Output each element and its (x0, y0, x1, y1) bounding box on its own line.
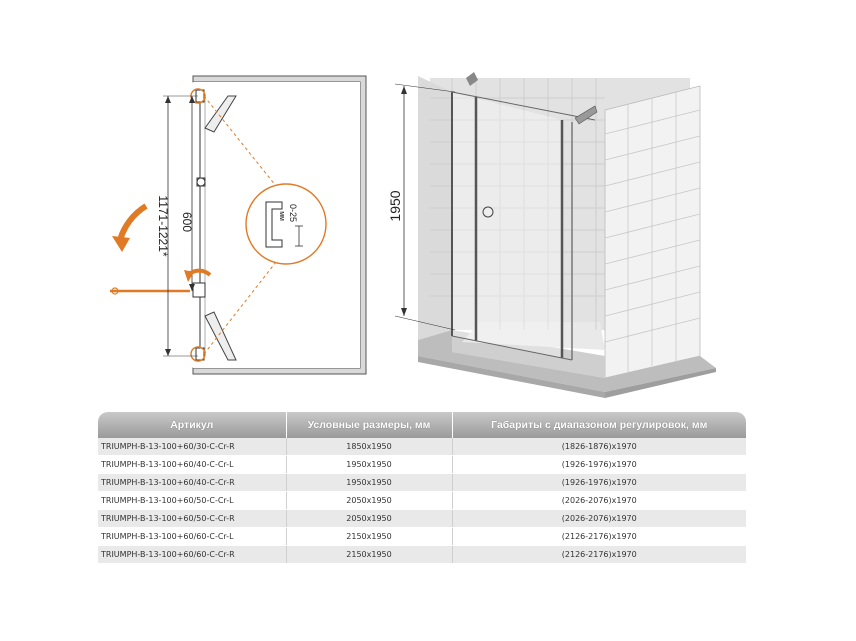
table-row (98, 474, 746, 492)
range-cell: (1926-1976)x1970 (452, 474, 746, 492)
table-row (98, 510, 746, 528)
enclosure-3d (387, 72, 716, 398)
size-cell: 1950x1950 (286, 456, 452, 474)
size-cell: 1950x1950 (286, 474, 452, 492)
size-cell: 2050x1950 (286, 510, 452, 528)
article-cell: TRIUMPH-B-13-100+60/50-C-Cr-L (98, 492, 286, 510)
range-cell: (2126-2176)x1970 (452, 546, 746, 564)
range-cell: (2026-2076)x1970 (452, 510, 746, 528)
table-row (98, 528, 746, 546)
plan-drawing (110, 76, 366, 374)
size-cell: 2050x1950 (286, 492, 452, 510)
header-article: Артикул (98, 412, 286, 438)
middle-knob-icon (197, 178, 205, 186)
detail-unit-label: мм (278, 211, 285, 221)
article-cell: TRIUMPH-B-13-100+60/60-C-Cr-L (98, 528, 286, 546)
detail-range-label: 0-25 (288, 203, 298, 223)
table-row (98, 546, 746, 564)
article-cell: TRIUMPH-B-13-100+60/40-C-Cr-L (98, 456, 286, 474)
article-cell: TRIUMPH-B-13-100+60/30-C-Cr-R (98, 438, 286, 456)
article-cell: TRIUMPH-B-13-100+60/50-C-Cr-R (98, 510, 286, 528)
dim-total-label: 1171-1221* (156, 195, 170, 257)
size-cell: 2150x1950 (286, 546, 452, 564)
table-row (98, 492, 746, 510)
header-dimensions-range: Габариты с диапазоном регулировок, мм (452, 412, 746, 438)
dim-handle-label: 600 (180, 211, 194, 233)
specification-table (98, 412, 746, 564)
adjustment-detail (246, 184, 326, 264)
size-cell: 1850x1950 (286, 438, 452, 456)
range-cell: (2026-2076)x1970 (452, 492, 746, 510)
height-dimension-label: 1950 (387, 190, 403, 222)
range-cell: (1926-1976)x1970 (452, 456, 746, 474)
range-cell: (2126-2176)x1970 (452, 528, 746, 546)
table-row (98, 438, 746, 456)
article-cell: TRIUMPH-B-13-100+60/40-C-Cr-R (98, 474, 286, 492)
table-row (98, 456, 746, 474)
range-cell: (1826-1876)x1970 (452, 438, 746, 456)
article-cell: TRIUMPH-B-13-100+60/60-C-Cr-R (98, 546, 286, 564)
header-nominal-size: Условные размеры, мм (286, 412, 452, 438)
table-header-row (98, 412, 746, 438)
size-cell: 2150x1950 (286, 528, 452, 546)
